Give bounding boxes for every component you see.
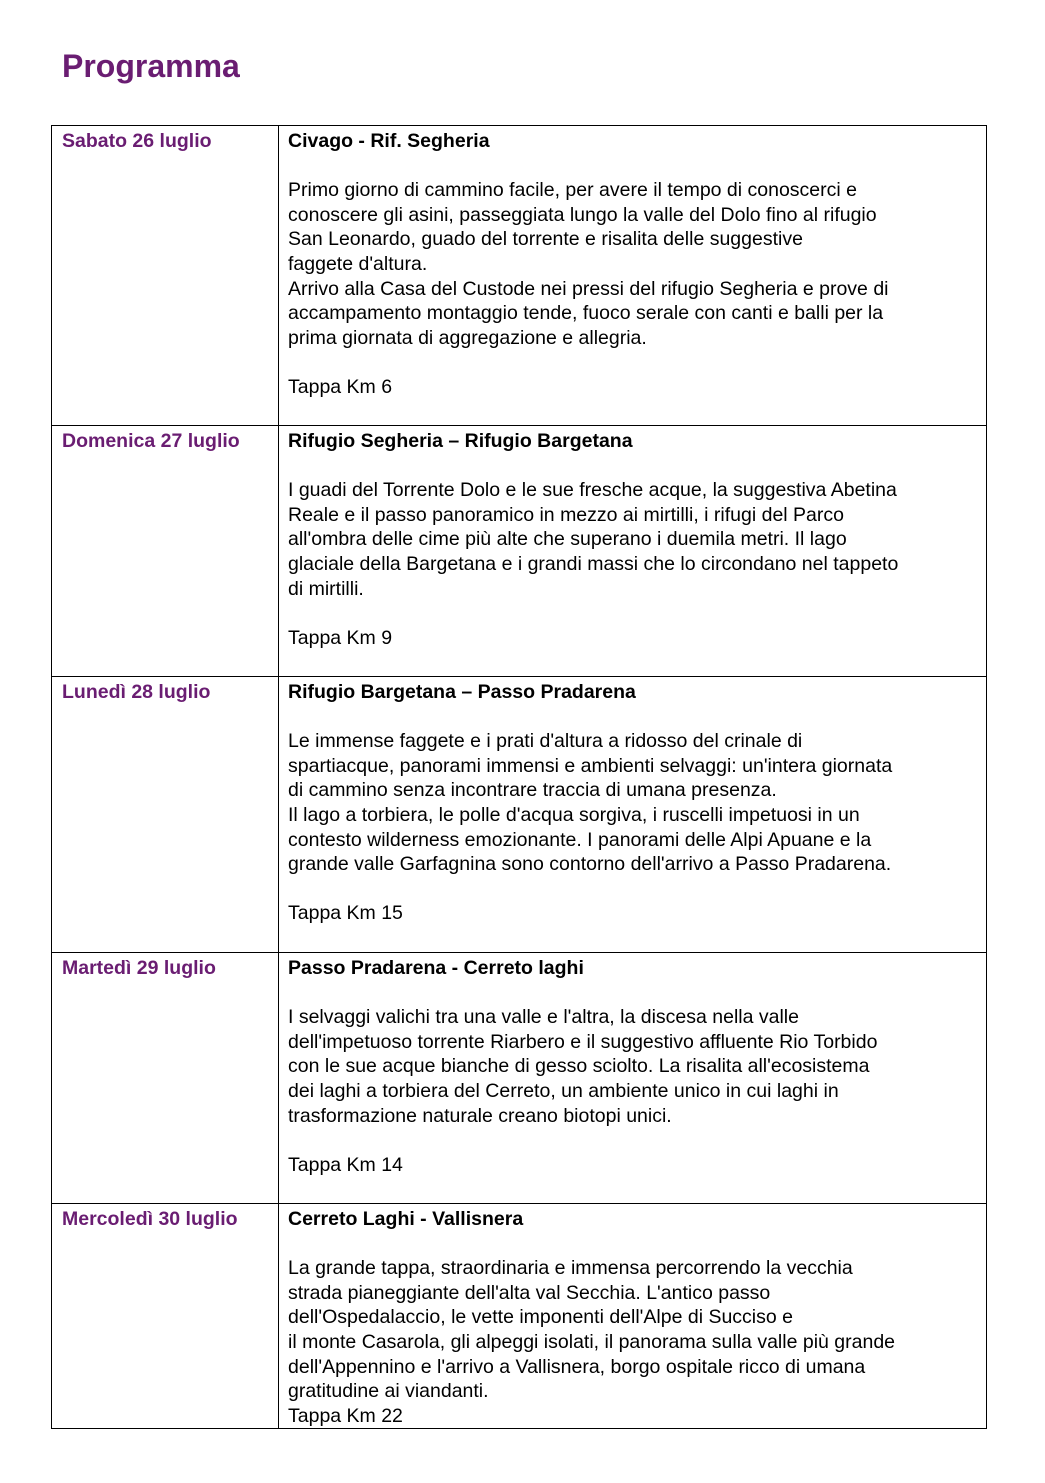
description-line: trasformazione naturale creano biotopi unici.: [288, 1104, 672, 1127]
stage-cell: [279, 426, 987, 677]
page-title: Programma: [62, 48, 240, 84]
description-line: gratitudine ai viandanti.: [288, 1380, 489, 1403]
table-row: [52, 126, 987, 426]
description-line: all'ombra delle cime più alte che superano i duemila metri. Il lago: [288, 528, 847, 551]
day-date: Mercoledì 30 luglio: [62, 1208, 238, 1230]
description-line: accampamento montaggio tende, fuoco serale con canti e balli per la: [288, 302, 884, 325]
description-line: I guadi del Torrente Dolo e le sue fresche acque, la suggestiva Abetina: [288, 479, 897, 502]
stage-cell: [279, 953, 987, 1204]
day-cell: [52, 126, 279, 426]
table-row: [52, 1204, 987, 1429]
description-line: dell'Ospedalaccio, le vette imponenti dell'Alpe di Succiso e: [288, 1306, 793, 1329]
description-line: Reale e il passo panoramico in mezzo ai mirtilli, i rifugi del Parco: [288, 503, 844, 526]
description-line: Le immense faggete e i prati d'altura a ridosso del crinale di: [288, 730, 803, 753]
description-line: glaciale della Bargetana e i grandi massi che lo circondano nel tappeto: [288, 552, 899, 575]
description-line: La grande tappa, straordinaria e immensa percorrendo la vecchia: [288, 1257, 853, 1280]
stage-title: Passo Pradarena - Cerreto laghi: [288, 957, 584, 979]
description-line: prima giornata di aggregazione e allegria.: [288, 326, 647, 349]
description-line: dell'impetuoso torrente Riarbero e il suggestivo affluente Rio Torbido: [288, 1030, 878, 1053]
day-cell: [52, 953, 279, 1204]
description-line: I selvaggi valichi tra una valle e l'altra, la discesa nella valle: [288, 1006, 799, 1029]
day-date: Martedì 29 luglio: [62, 957, 216, 979]
day-cell: [52, 1204, 279, 1429]
day-date: Lunedì 28 luglio: [62, 681, 211, 703]
stage-title: Cerreto Laghi - Vallisnera: [288, 1208, 524, 1230]
stage-description: [288, 178, 980, 350]
stage-description: [288, 1256, 980, 1404]
description-line: San Leonardo, guado del torrente e risalita delle suggestive: [288, 228, 803, 251]
stage-cell: [279, 1204, 987, 1429]
stage-description: [288, 478, 980, 601]
day-cell: [52, 426, 279, 677]
table-row: [52, 953, 987, 1204]
description-line: strada pianeggiante dell'alta val Secchia. L'antico passo: [288, 1281, 771, 1304]
description-line: dei laghi a torbiera del Cerreto, un ambiente unico in cui laghi in: [288, 1079, 839, 1102]
description-line: spartiacque, panorami immensi e ambienti selvaggi: un'intera giornata: [288, 754, 893, 777]
description-line: Il lago a torbiera, le polle d'acqua sorgiva, i ruscelli impetuosi in un: [288, 803, 860, 826]
stage-distance: Tappa Km 15: [288, 902, 403, 925]
stage-title: Civago - Rif. Segheria: [288, 130, 490, 152]
stage-cell: [279, 677, 987, 953]
stage-description: [288, 1005, 980, 1128]
stage-title: Rifugio Bargetana – Passo Pradarena: [288, 681, 636, 703]
stage-distance: Tappa Km 14: [288, 1153, 403, 1176]
table-row: [52, 677, 987, 953]
description-line: dell'Appennino e l'arrivo a Vallisnera, borgo ospitale ricco di umana: [288, 1355, 866, 1378]
stage-description: [288, 729, 980, 877]
program-table: [51, 125, 987, 1429]
stage-title: Rifugio Segheria – Rifugio Bargetana: [288, 430, 633, 452]
description-line: grande valle Garfagnina sono contorno dell'arrivo a Passo Pradarena.: [288, 853, 892, 876]
day-cell: [52, 677, 279, 953]
description-line: Primo giorno di cammino facile, per avere il tempo di conoscerci e: [288, 179, 857, 202]
description-line: faggete d'altura.: [288, 252, 428, 275]
description-line: contesto wilderness emozionante. I panorami delle Alpi Apuane e la: [288, 828, 872, 851]
description-line: con le sue acque bianche di gesso sciolto. La risalita all'ecosistema: [288, 1055, 870, 1078]
stage-distance: Tappa Km 6: [288, 375, 393, 398]
day-date: Sabato 26 luglio: [62, 130, 212, 152]
description-line: conoscere gli asini, passeggiata lungo la valle del Dolo fino al rifugio: [288, 203, 877, 226]
stage-distance: Tappa Km 9: [288, 626, 393, 649]
description-line: il monte Casarola, gli alpeggi isolati, il panorama sulla valle più grande: [288, 1330, 896, 1353]
day-date: Domenica 27 luglio: [62, 430, 240, 452]
table-row: [52, 426, 987, 677]
description-line: di mirtilli.: [288, 577, 364, 600]
stage-cell: [279, 126, 987, 426]
description-line: Arrivo alla Casa del Custode nei pressi del rifugio Segheria e prove di: [288, 277, 889, 300]
description-line: di cammino senza incontrare traccia di umana presenza.: [288, 779, 777, 802]
stage-distance: Tappa Km 22: [288, 1404, 403, 1427]
